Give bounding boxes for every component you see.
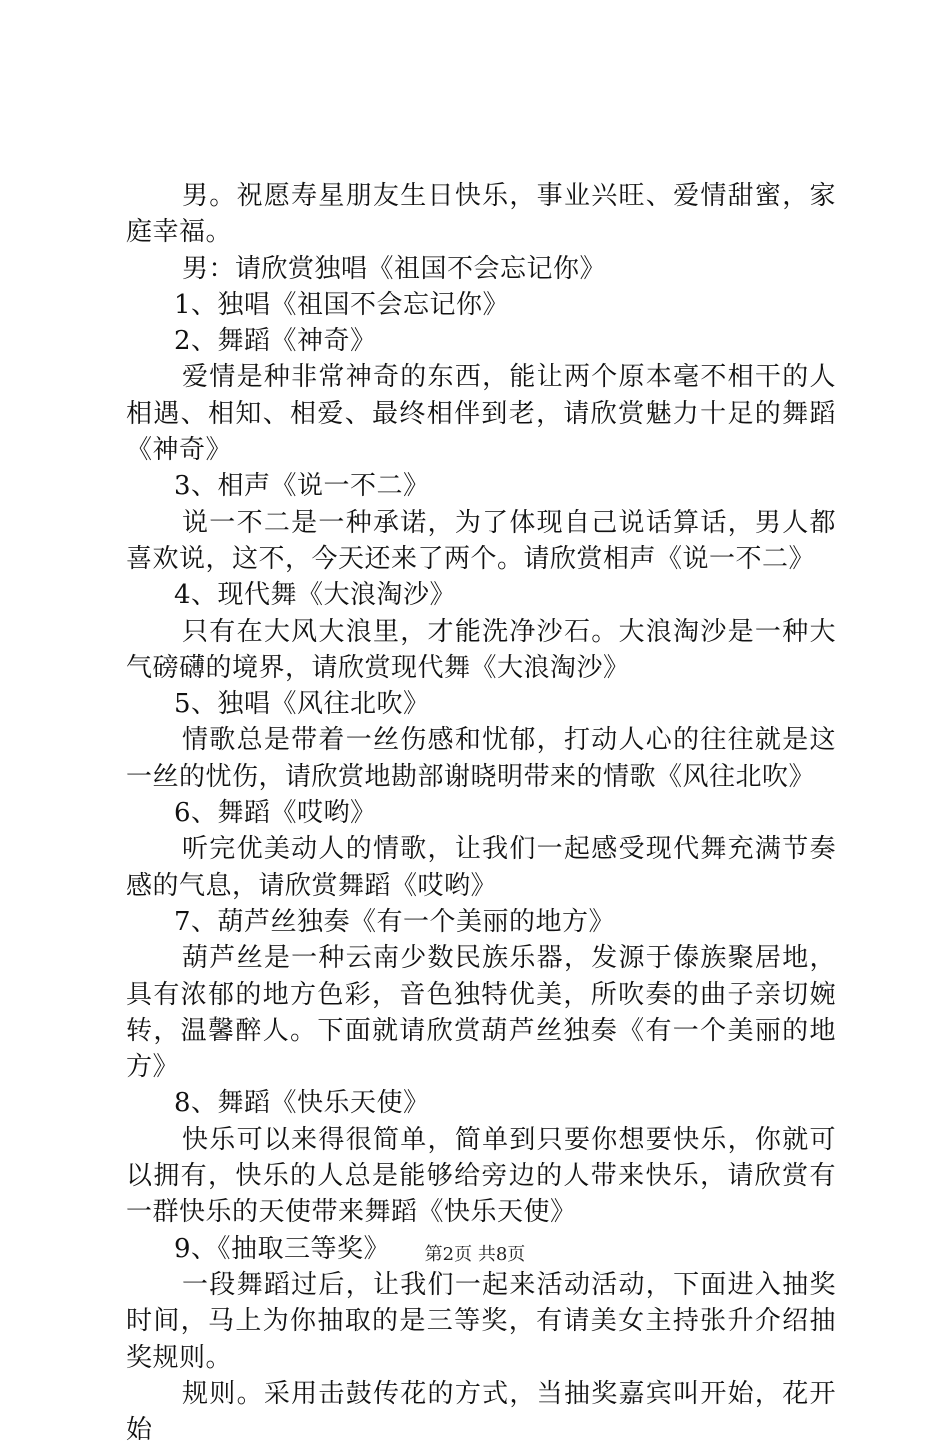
- program-item: 8、舞蹈《快乐天使》: [174, 1088, 430, 1119]
- paragraph: 听完优美动人的情歌，让我们一起感受现代舞充满节奏感的气息，请欣赏舞蹈《哎哟》: [126, 834, 836, 901]
- paragraph: 说一不二是一种承诺，为了体现自己说话算话，男人都喜欢说，这不，今天还来了两个。请欣赏相声《说一不二》: [126, 507, 836, 574]
- paragraph: 爱情是种非常神奇的东西，能让两个原本毫不相干的人相遇、相知、相爱、最终相伴到老，请欣赏魅力十足的舞蹈《神奇》: [126, 362, 836, 466]
- program-item: 4、现代舞《大浪淘沙》: [174, 580, 457, 611]
- program-item: 1、独唱《祖国不会忘记你》: [174, 289, 510, 320]
- paragraph: 规则。采用击鼓传花的方式，当抽奖嘉宾叫开始，花开始: [126, 1378, 836, 1446]
- paragraph: 男：请欣赏独唱《祖国不会忘记你》: [182, 253, 607, 284]
- paragraph: 一段舞蹈过后，让我们一起来活动活动，下面进入抽奖时间，马上为你抽取的是三等奖，有请美女主持张升介绍抽奖规则。: [126, 1269, 836, 1373]
- paragraph: 快乐可以来得很简单，简单到只要你想要快乐，你就可以拥有，快乐的人总是能够给旁边的人带来快乐，请欣赏有一群快乐的天使带来舞蹈《快乐天使》: [126, 1124, 836, 1228]
- program-item: 2、舞蹈《神奇》: [174, 326, 377, 357]
- program-item: 5、独唱《风往北吹》: [174, 689, 430, 720]
- program-item: 3、相声《说一不二》: [174, 471, 430, 502]
- paragraph: 男。祝愿寿星朋友生日快乐，事业兴旺、爱情甜蜜，家庭幸福。: [126, 181, 836, 248]
- paragraph: 只有在大风大浪里，才能洗净沙石。大浪淘沙是一种大气磅礴的境界，请欣赏现代舞《大浪淘沙》: [126, 616, 836, 683]
- paragraph: 情歌总是带着一丝伤感和忧郁，打动人心的往往就是这一丝的忧伤，请欣赏地勘部谢晓明带来的情歌《风往北吹》: [126, 725, 836, 792]
- paragraph: 葫芦丝是一种云南少数民族乐器，发源于傣族聚居地，具有浓郁的地方色彩，音色独特优美，所吹奏的曲子亲切婉转，温馨醉人。下面就请欣赏葫芦丝独奏《有一个美丽的地方》: [126, 943, 836, 1083]
- program-item: 7、葫芦丝独奏《有一个美丽的地方》: [174, 906, 616, 937]
- program-item: 9、《抽取三等奖》: [174, 1233, 391, 1264]
- program-item: 6、舞蹈《哎哟》: [174, 798, 377, 829]
- page-number-footer: 第2页 共8页: [424, 1244, 526, 1265]
